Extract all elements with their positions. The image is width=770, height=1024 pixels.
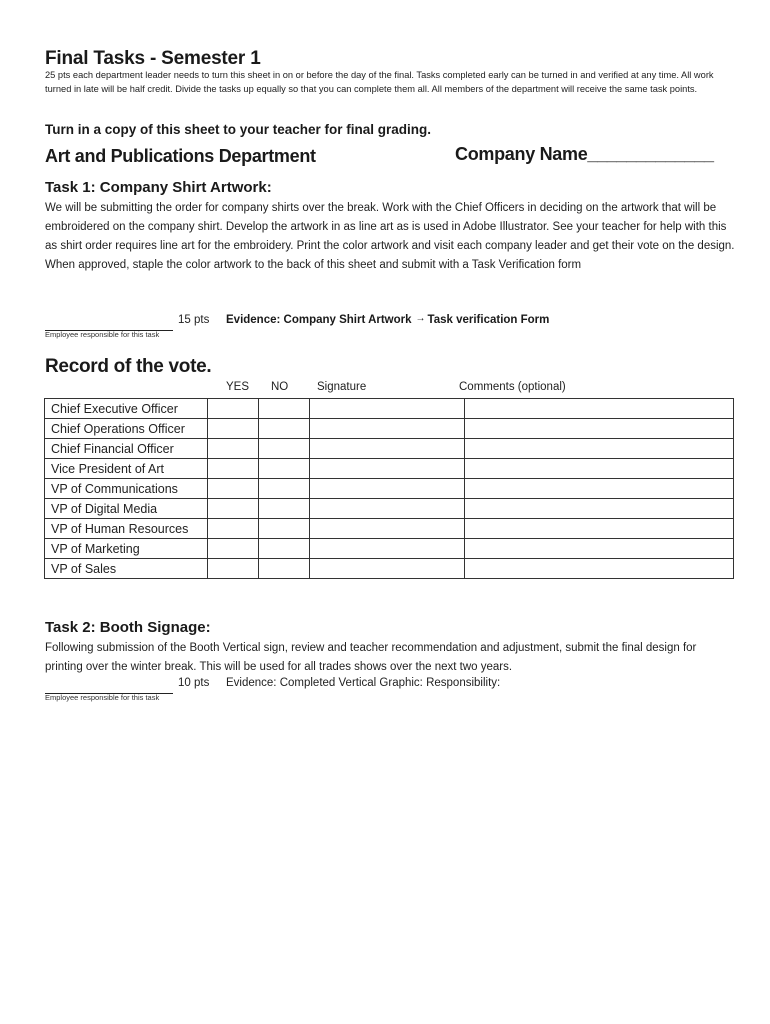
task1-heading: Task 1: Company Shirt Artwork:	[45, 179, 272, 196]
task2-employee-caption: Employee responsible for this task	[45, 693, 160, 702]
vote-row	[45, 539, 734, 559]
vote-yes-cell[interactable]	[208, 479, 259, 499]
vote-role-label: VP of Sales	[45, 559, 208, 579]
vote-comments-cell[interactable]	[465, 499, 734, 519]
vote-role-label: Chief Financial Officer	[45, 439, 208, 459]
vote-signature-cell[interactable]	[310, 459, 465, 479]
column-signature-header: Signature	[317, 381, 367, 393]
vote-yes-cell[interactable]	[208, 539, 259, 559]
task1-employee-caption: Employee responsible for this task	[45, 330, 160, 339]
company-name-field[interactable]: Company Name_____________	[455, 144, 714, 164]
vote-role-label: VP of Marketing	[45, 539, 208, 559]
vote-comments-cell[interactable]	[465, 439, 734, 459]
vote-row	[45, 479, 734, 499]
task2-points: 10 pts	[178, 677, 210, 689]
arrow-right-icon: →	[415, 313, 426, 324]
vote-signature-cell[interactable]	[310, 399, 465, 419]
vote-no-cell[interactable]	[259, 519, 310, 539]
vote-role-label: Vice President of Art	[45, 459, 208, 479]
vote-yes-cell[interactable]	[208, 519, 259, 539]
vote-row	[45, 419, 734, 439]
task2-evidence: Evidence: Completed Vertical Graphic: Responsibility:	[226, 677, 501, 689]
vote-role-label: Chief Executive Officer	[45, 399, 208, 419]
vote-role-label: VP of Human Resources	[45, 519, 208, 539]
vote-comments-cell[interactable]	[465, 539, 734, 559]
vote-row	[45, 499, 734, 519]
vote-role-label: VP of Digital Media	[45, 499, 208, 519]
task1-evidence	[226, 314, 549, 326]
vote-table	[44, 398, 734, 579]
vote-signature-cell[interactable]	[310, 419, 465, 439]
task2-heading: Task 2: Booth Signage:	[45, 619, 211, 636]
vote-row	[45, 559, 734, 579]
vote-signature-cell[interactable]	[310, 519, 465, 539]
vote-signature-cell[interactable]	[310, 439, 465, 459]
vote-no-cell[interactable]	[259, 479, 310, 499]
vote-yes-cell[interactable]	[208, 559, 259, 579]
vote-signature-cell[interactable]	[310, 539, 465, 559]
vote-yes-cell[interactable]	[208, 499, 259, 519]
vote-comments-cell[interactable]	[465, 399, 734, 419]
vote-row	[45, 459, 734, 479]
vote-row	[45, 519, 734, 539]
vote-row	[45, 439, 734, 459]
vote-no-cell[interactable]	[259, 539, 310, 559]
vote-no-cell[interactable]	[259, 499, 310, 519]
vote-no-cell[interactable]	[259, 459, 310, 479]
vote-comments-cell[interactable]	[465, 419, 734, 439]
intro-paragraph: 25 pts each department leader needs to turn this sheet in on or before the day of the final. Tasks completed early can be turned in and verified at any time. All work turned in late will be half credit. Divide the tasks up equally so that you can complete them all. All members of the department will receive the same task points.	[45, 70, 714, 94]
vote-yes-cell[interactable]	[208, 419, 259, 439]
vote-signature-cell[interactable]	[310, 479, 465, 499]
vote-yes-cell[interactable]	[208, 459, 259, 479]
vote-yes-cell[interactable]	[208, 399, 259, 419]
task1-evidence-form: Task verification Form	[427, 314, 550, 326]
vote-yes-cell[interactable]	[208, 439, 259, 459]
column-yes-header: YES	[226, 381, 250, 393]
task1-description: We will be submitting the order for company shirts over the break. Work with the Chief Officers in deciding on the artwork that will be embroidered on the company shirt. Develop the artwork in as line art as is used in Adobe Illustrator. See your teacher for help with this as shirt order requires line art for the embroidery. Print the color artwork and visit each company leader and get their vote on the design. When approved, staple the color artwork to the back of this sheet and submit with a Task Verification form	[45, 202, 735, 271]
vote-heading: Record of the vote.	[45, 356, 212, 377]
task2-description: Following submission of the Booth Vertical sign, review and teacher recommendation and adjustment, submit the final design for printing over the winter break. This will be used for all trades shows over the next two years.	[45, 642, 697, 673]
department-heading: Art and Publications Department	[45, 146, 316, 166]
vote-no-cell[interactable]	[259, 439, 310, 459]
vote-signature-cell[interactable]	[310, 499, 465, 519]
task1-points: 15 pts	[178, 314, 210, 326]
vote-comments-cell[interactable]	[465, 479, 734, 499]
page-title: Final Tasks - Semester 1	[45, 48, 261, 69]
vote-row	[45, 399, 734, 419]
vote-role-label: Chief Operations Officer	[45, 419, 208, 439]
vote-comments-cell[interactable]	[465, 459, 734, 479]
vote-no-cell[interactable]	[259, 419, 310, 439]
vote-no-cell[interactable]	[259, 399, 310, 419]
vote-role-label: VP of Communications	[45, 479, 208, 499]
turn-in-instruction: Turn in a copy of this sheet to your teacher for final grading.	[45, 122, 432, 137]
vote-signature-cell[interactable]	[310, 559, 465, 579]
vote-comments-cell[interactable]	[465, 559, 734, 579]
column-no-header: NO	[271, 381, 289, 393]
task1-evidence-artwork: Evidence: Company Shirt Artwork	[226, 314, 412, 326]
vote-comments-cell[interactable]	[465, 519, 734, 539]
column-comments-header: Comments (optional)	[459, 381, 566, 393]
vote-no-cell[interactable]	[259, 559, 310, 579]
